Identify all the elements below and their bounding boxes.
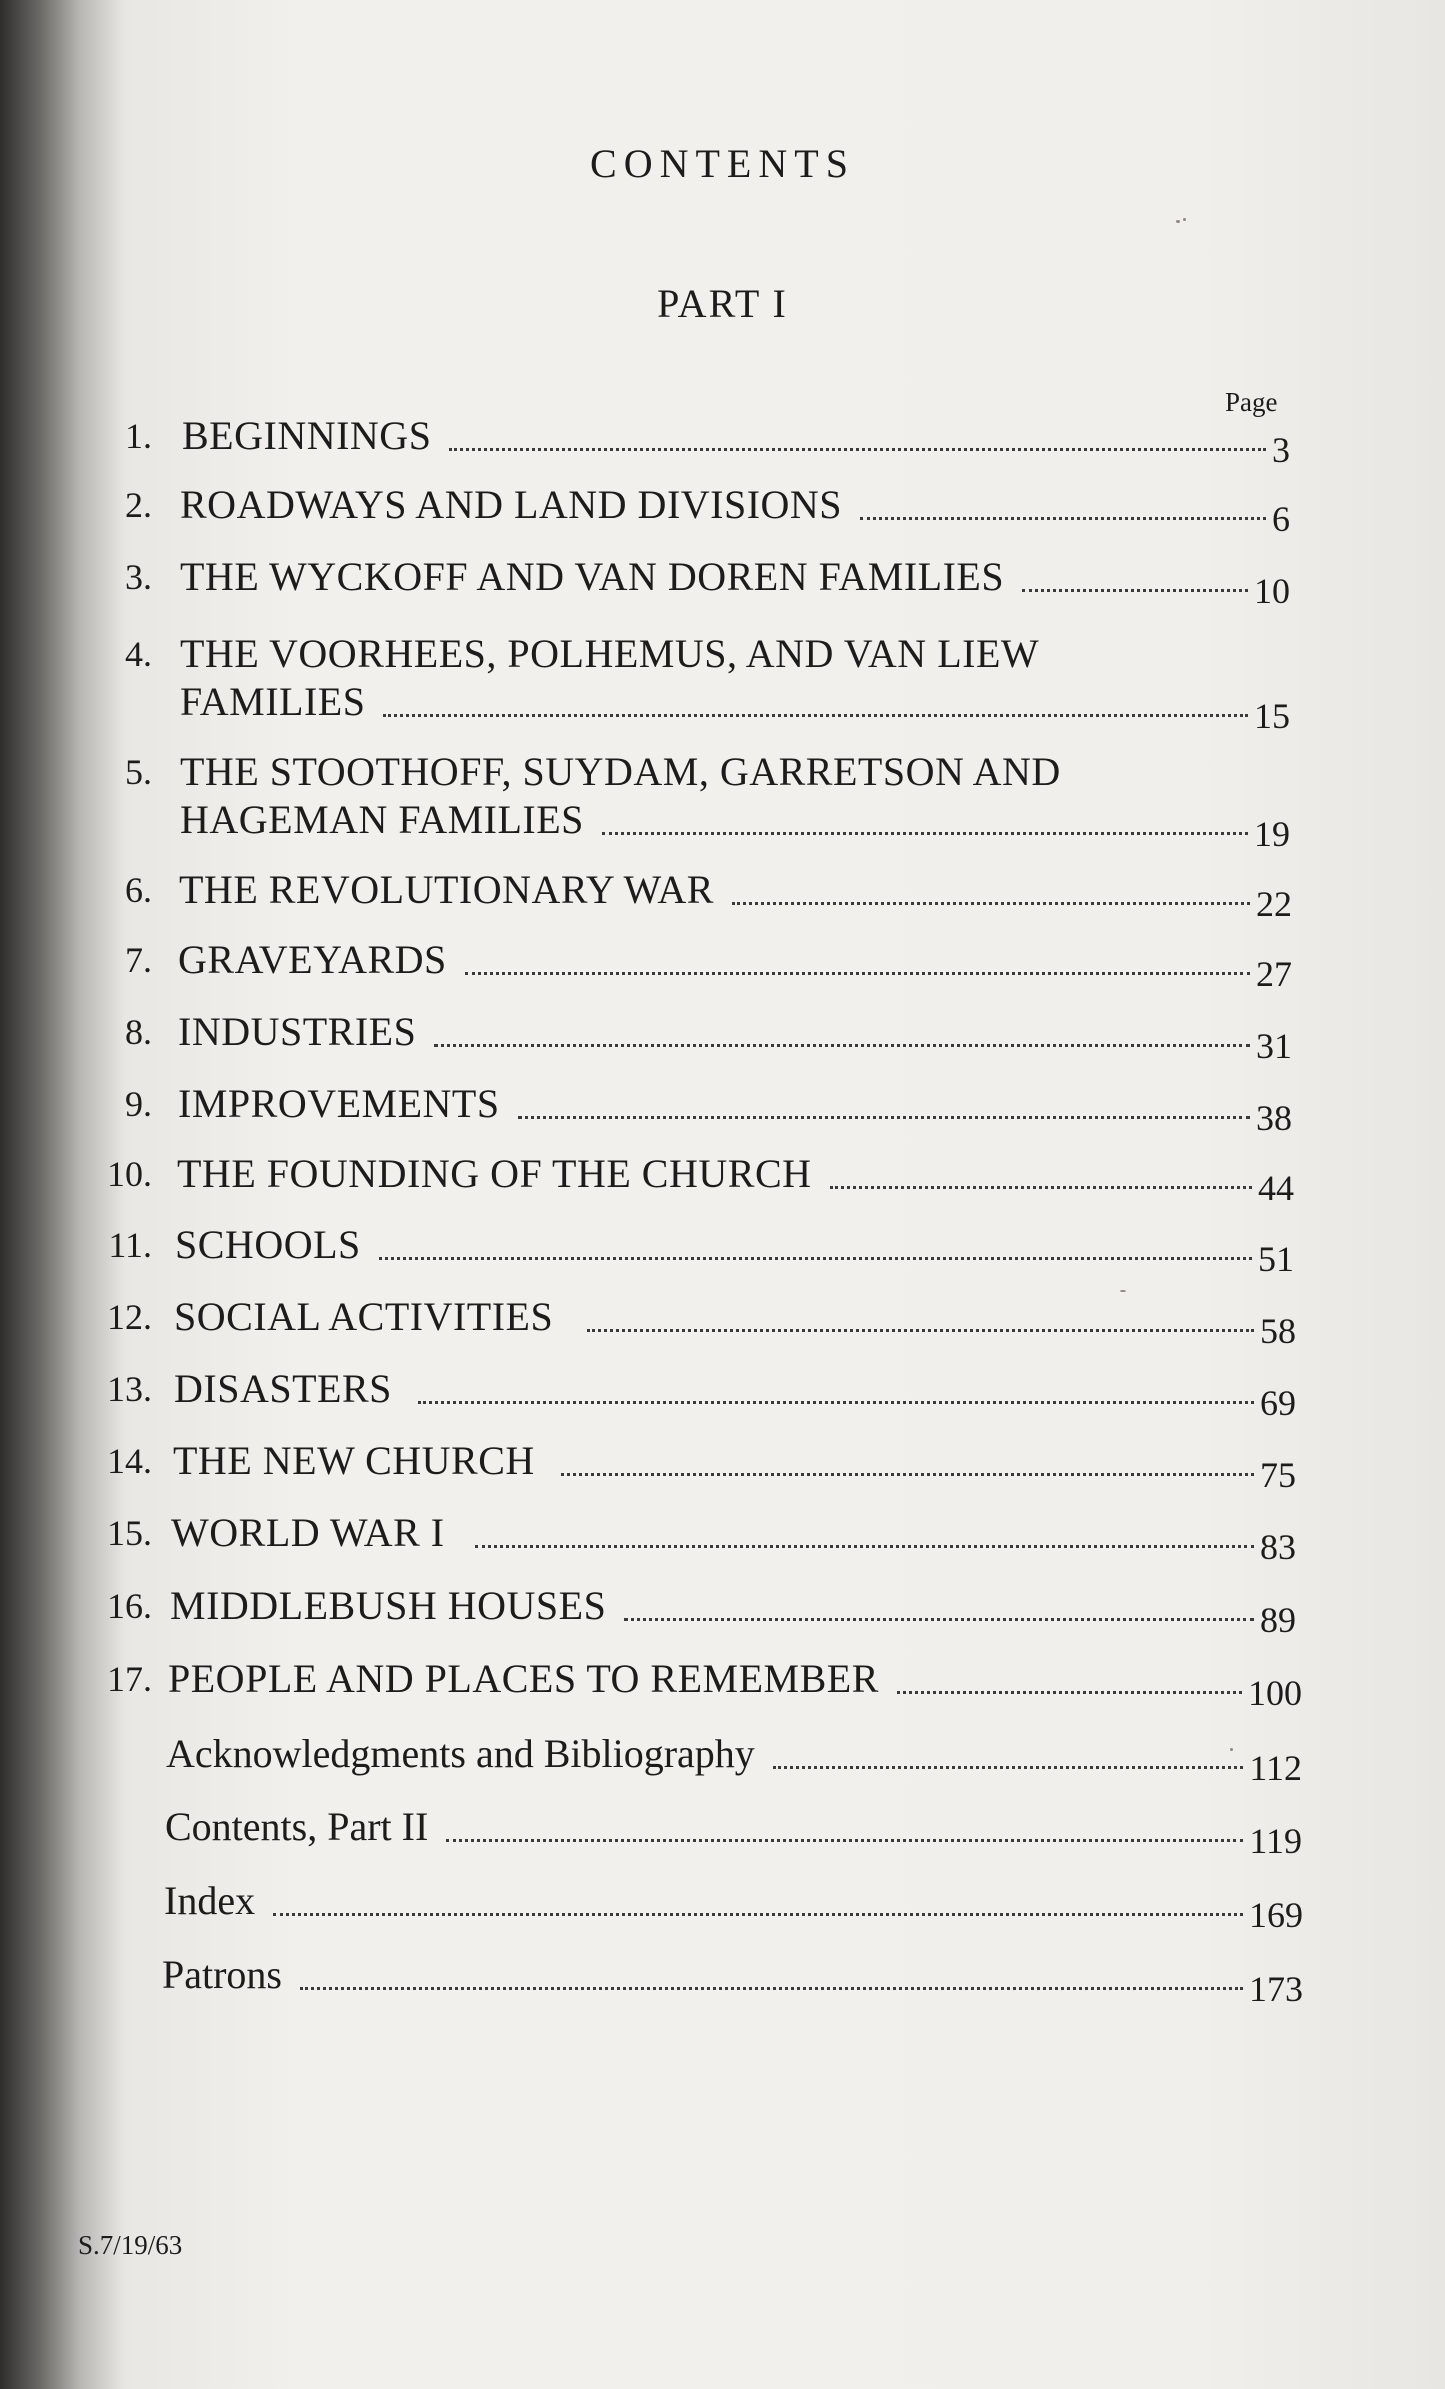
dot-leader (732, 902, 1250, 905)
entry-page: 31 (1256, 1026, 1292, 1066)
entry-page: 83 (1260, 1527, 1296, 1567)
dot-leader (446, 1839, 1243, 1842)
entry-title: WORLD WAR I (171, 1510, 445, 1555)
entry-title: INDUSTRIES (178, 1009, 417, 1054)
entry-page: 22 (1256, 884, 1292, 924)
toc-entry (0, 1293, 1445, 1353)
toc-entry (0, 1008, 1445, 1068)
dot-leader (561, 1473, 1254, 1476)
dot-leader (434, 1044, 1250, 1047)
entry-page: 15 (1254, 696, 1290, 736)
entry-title: SCHOOLS (175, 1222, 361, 1267)
entry-number: 16. (107, 1586, 152, 1626)
entry-number: 4. (125, 634, 152, 674)
toc-entry (0, 866, 1445, 926)
entry-page: 100 (1248, 1673, 1302, 1713)
entry-number: 3. (125, 557, 152, 597)
dot-leader (587, 1329, 1254, 1332)
toc-entry (0, 630, 1445, 736)
toc-entry (0, 936, 1445, 996)
toc-entry (0, 1655, 1445, 1715)
entry-page: 27 (1256, 954, 1292, 994)
entry-number: 9. (125, 1084, 152, 1124)
entry-title-line-1: THE STOOTHOFF, SUYDAM, GARRETSON AND (180, 749, 1061, 794)
entry-page: 44 (1258, 1168, 1294, 1208)
toc-entry (0, 412, 1445, 472)
entry-page: 169 (1249, 1895, 1303, 1935)
entry-title: THE NEW CHURCH (173, 1438, 535, 1483)
dot-leader (773, 1766, 1244, 1769)
entry-page: 119 (1249, 1821, 1302, 1861)
entry-page: 75 (1260, 1455, 1296, 1495)
entry-number: 12. (107, 1297, 152, 1337)
entry-number: 2. (125, 485, 152, 525)
dot-leader (1022, 589, 1248, 592)
entry-number: 8. (125, 1012, 152, 1052)
entry-number: 15. (107, 1513, 152, 1553)
toc-entry (0, 1365, 1445, 1425)
entry-page: 10 (1254, 571, 1290, 611)
dot-leader (624, 1618, 1254, 1621)
entry-title: Contents, Part II (165, 1804, 429, 1849)
print-code: S.7/19/63 (78, 2230, 183, 2260)
dot-leader (897, 1691, 1242, 1694)
dot-leader (418, 1401, 1254, 1404)
page-column-label: Page (1225, 387, 1278, 417)
entry-page: 173 (1249, 1969, 1303, 2009)
entry-number: 14. (107, 1441, 152, 1481)
dot-leader (602, 832, 1248, 835)
entry-title: MIDDLEBUSH HOUSES (170, 1583, 607, 1628)
paper-speck (1230, 1748, 1233, 1751)
dot-leader (379, 1257, 1252, 1260)
entry-title: THE FOUNDING OF THE CHURCH (177, 1151, 812, 1196)
contents-heading: CONTENTS (590, 141, 855, 186)
back-matter-entry (0, 1877, 1445, 1937)
entry-title-line-2: HAGEMAN FAMILIES (180, 797, 584, 842)
entry-title: IMPROVEMENTS (178, 1081, 500, 1126)
entry-title: GRAVEYARDS (178, 937, 447, 982)
entry-page: 51 (1258, 1239, 1294, 1279)
toc-entry (0, 1080, 1445, 1140)
entry-title-line-2: FAMILIES (180, 679, 366, 724)
entry-page: 58 (1260, 1311, 1296, 1351)
back-matter-entry (0, 1951, 1445, 2011)
entry-number: 7. (125, 940, 152, 980)
dot-leader (449, 448, 1266, 451)
back-matter-entry (0, 1730, 1445, 1790)
entry-page: 38 (1256, 1098, 1292, 1138)
entry-number: 10. (107, 1154, 152, 1194)
entry-title: SOCIAL ACTIVITIES (174, 1294, 554, 1339)
dot-leader (860, 517, 1266, 520)
entry-number: 1. (125, 416, 152, 456)
entry-number: 13. (107, 1369, 152, 1409)
entry-page: 6 (1272, 499, 1290, 539)
entry-title: DISASTERS (174, 1366, 392, 1411)
toc-entry (0, 1437, 1445, 1497)
entry-page: 69 (1260, 1383, 1296, 1423)
entry-number: 5. (125, 752, 152, 792)
entry-title: Acknowledgments and Bibliography (166, 1731, 755, 1776)
paper-speck (1183, 218, 1186, 221)
toc-entry (0, 1509, 1445, 1569)
entry-title: THE REVOLUTIONARY WAR (179, 867, 714, 912)
entry-number: 11. (108, 1225, 152, 1265)
entry-title-line-1: THE VOORHEES, POLHEMUS, AND VAN LIEW (180, 631, 1040, 676)
entry-title: PEOPLE AND PLACES TO REMEMBER (168, 1656, 879, 1701)
back-matter-entry (0, 1803, 1445, 1863)
dot-leader (830, 1186, 1252, 1189)
paper-speck (1120, 1290, 1126, 1292)
entry-title: Patrons (162, 1952, 282, 1997)
toc-entry (0, 1582, 1445, 1642)
entry-title: ROADWAYS AND LAND DIVISIONS (180, 482, 843, 527)
entry-title: THE WYCKOFF AND VAN DOREN FAMILIES (180, 554, 1005, 599)
toc-entry (0, 748, 1445, 854)
dot-leader (475, 1545, 1254, 1548)
dot-leader (465, 972, 1250, 975)
toc-entry (0, 1221, 1445, 1281)
entry-page: 3 (1272, 430, 1290, 470)
toc-entry (0, 481, 1445, 541)
dot-leader (383, 714, 1248, 717)
dot-leader (300, 1987, 1243, 1990)
entry-title: Index (164, 1878, 256, 1923)
toc-entry (0, 553, 1445, 613)
paper-speck (1176, 220, 1180, 223)
entry-page: 19 (1254, 814, 1290, 854)
entry-page: 89 (1260, 1600, 1296, 1640)
toc-entry (0, 1150, 1445, 1210)
dot-leader (518, 1116, 1250, 1119)
entry-page: 112 (1249, 1748, 1302, 1788)
dot-leader (273, 1913, 1243, 1916)
part-heading: PART I (657, 281, 788, 326)
entry-title: BEGINNINGS (182, 413, 432, 458)
entry-number: 17. (107, 1659, 152, 1699)
entry-number: 6. (125, 870, 152, 910)
